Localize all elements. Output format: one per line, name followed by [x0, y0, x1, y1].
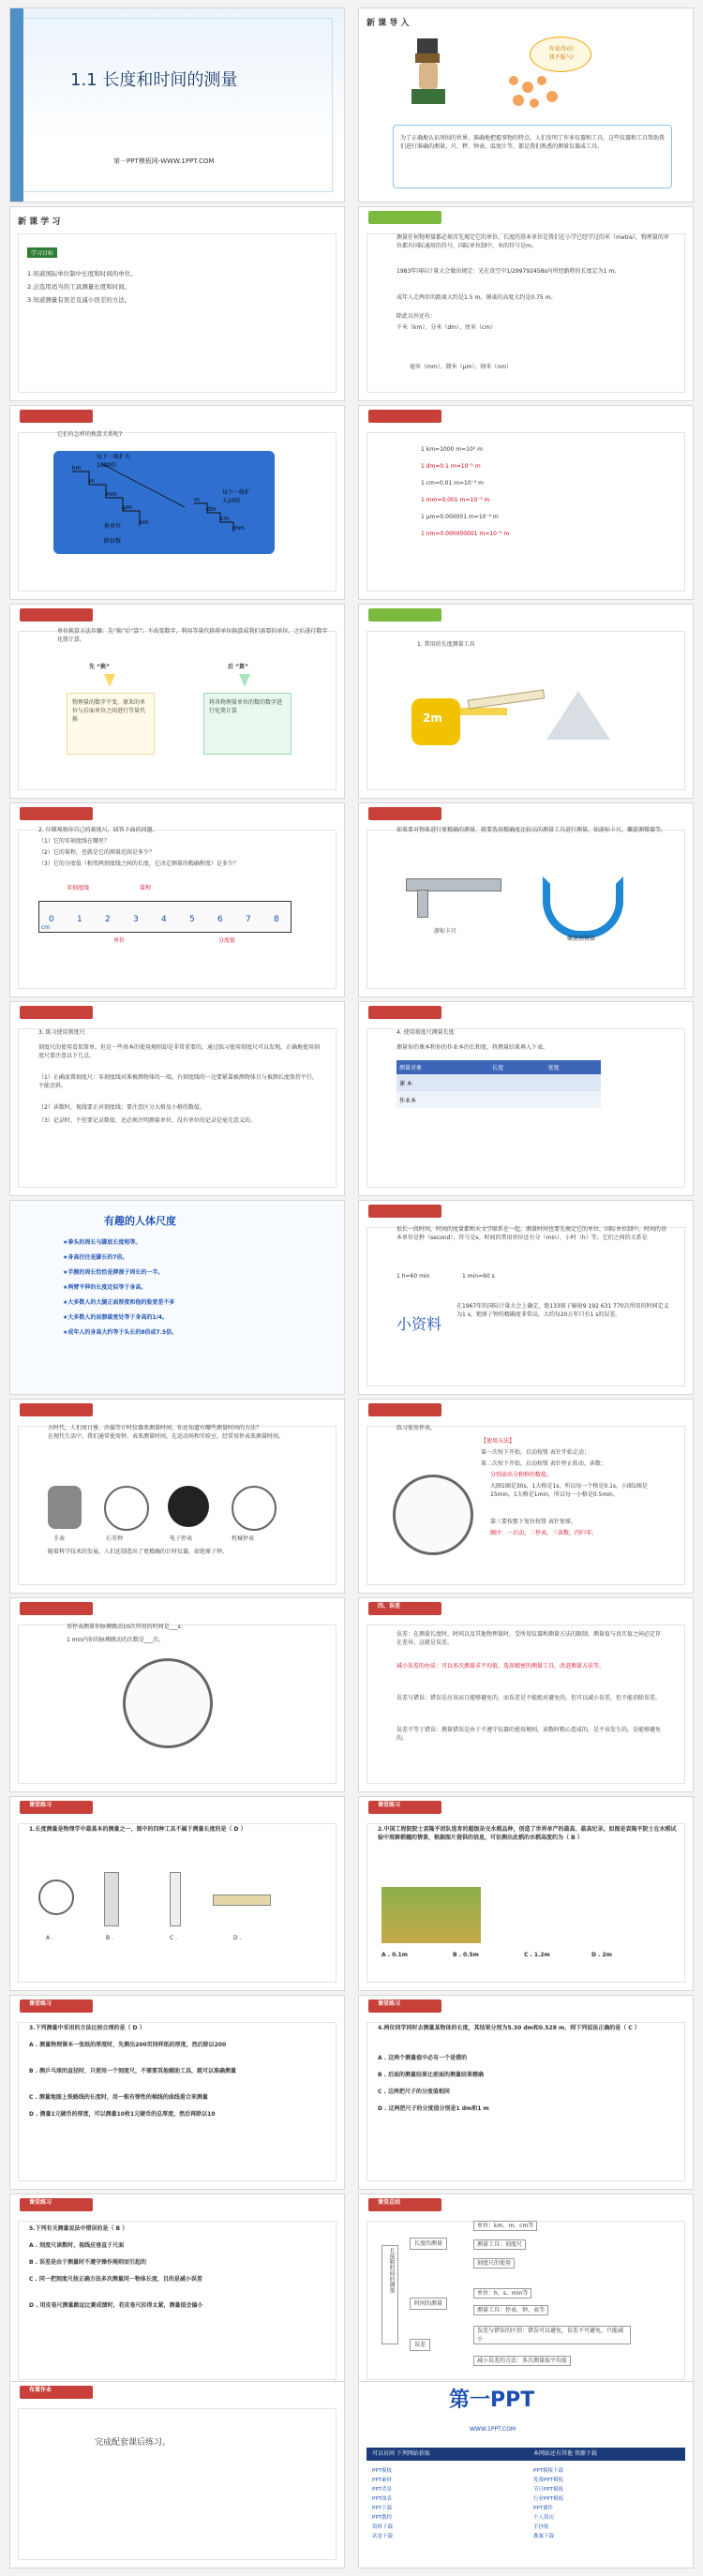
title-stripe	[10, 8, 23, 202]
conv-line-5: 1 μm=0.000001 m=10⁻⁶ m	[421, 514, 499, 520]
content-border	[366, 1028, 685, 1188]
slide-pulse-exercise	[9, 1597, 345, 1792]
slide-conversion-list	[358, 405, 694, 600]
exercise-header: 课堂练习	[378, 1802, 401, 1808]
left-arrow-icon	[104, 674, 115, 687]
section-pill	[368, 410, 441, 423]
conv-line-2: 1 dm=0.1 m=10⁻¹ m	[421, 463, 481, 470]
precise-text: 如果要对物体进行更精确的测量，就要选用精确度比较高的测量工具进行测量，如游标卡尺、螺旋测微器等。	[396, 827, 667, 833]
unit2-m: m	[194, 497, 200, 503]
slide-exercise-1	[9, 1796, 345, 1991]
exercise-header: 课堂练习	[29, 1802, 52, 1808]
label-range: 量程	[140, 885, 152, 891]
fun-item-2: ★身高往往是脚长的7倍。	[63, 1254, 128, 1261]
stopwatch-line-6: 顺序：一启动，二停表，三读数，四归零。	[490, 1530, 598, 1536]
slide-stopwatch-usage	[358, 1399, 694, 1594]
goal-3: 3.知道测量有误差及减小误差的方法。	[27, 296, 131, 304]
usage-head: 3. 练习使用刻度尺	[38, 1029, 85, 1036]
mechanical-stopwatch-icon	[232, 1486, 277, 1531]
table-row	[396, 1091, 601, 1108]
unit-km: km	[72, 465, 82, 472]
measure-table	[396, 1060, 601, 1108]
slide-summary	[358, 2194, 694, 2389]
error-text-4: 误差不等于错误：测量错误是由于不遵守仪器的使用规则，读数时粗心造成的，是不该发生的，是能够避免的。	[396, 1727, 662, 1742]
ad-left-link[interactable]: PPT教程	[372, 2515, 392, 2521]
ruler-tick-0: 0	[49, 915, 54, 924]
summary-leaf-4: 单位：h、s、min等	[473, 2288, 531, 2299]
ad-right-link[interactable]: 节日PPT模板	[533, 2487, 563, 2493]
section-pill	[20, 608, 93, 622]
usage-point-2: （2）读数时，视线要正对刻度线；要注意区分大格及小格的数值。	[38, 1104, 205, 1111]
summary-leaf-7: 减小误差的方法：多次测量取平均值	[473, 2356, 571, 2366]
option-a[interactable]: A .	[46, 1935, 53, 1941]
section-pill	[20, 807, 93, 820]
ruler-tick-6: 6	[217, 915, 223, 924]
ruler-unit: cm	[41, 924, 51, 931]
option-a[interactable]: A . 刻度尺读数时，视线应垂直于尺面	[29, 2242, 125, 2249]
unit-mm: mm	[106, 491, 117, 498]
conversion-label-1: 每下一级扩大 1000倍	[97, 454, 131, 469]
goal-2: 2.会选用适当的工具测量长度和时间。	[27, 283, 131, 291]
slide-intro	[358, 7, 694, 202]
ad-right-link[interactable]: PPT课件	[533, 2506, 553, 2511]
triangle-icon	[546, 691, 610, 740]
left-box-text: 物理量的数字不变，原来的单位与后面单位之间进行等量代换	[72, 699, 146, 723]
conversion-label-3: 换单位	[104, 523, 122, 530]
unit2-cm: cm	[220, 516, 230, 522]
option-a[interactable]: A . 这两个测量值中必有一个是错的	[378, 2055, 468, 2061]
bubble-text: 你说得对! 我不服气!	[548, 46, 575, 61]
option-d[interactable]: D . 这两把尺子的分度值分别是1 dm和1 m	[378, 2105, 489, 2112]
watch-icon	[48, 1486, 82, 1529]
section-pill	[368, 1205, 441, 1218]
slide-precise-tools	[358, 802, 694, 997]
usage-point-3: （3）记录时，不但要记录数值，还必须注明测量单位，没有单位的记录是毫无意义的。	[38, 1117, 256, 1124]
tool-a-icon	[38, 1880, 74, 1915]
stopwatch-line-3: 分别读出分和秒的数值。	[490, 1472, 553, 1478]
label-unit: 单位	[113, 937, 126, 944]
tools-caption: 1. 常用的长度测量工具	[417, 641, 475, 648]
section-pill	[20, 1602, 93, 1615]
tool-b-icon	[104, 1872, 119, 1926]
goals-tag	[27, 241, 57, 259]
tape-strip	[460, 708, 507, 715]
exercise-question: 1.长度测量是物理学中最基本的测量之一，图中的四种工具不属于测量长度的是（ D ）	[29, 1826, 247, 1833]
ad-bar-left: 可以访问 下列网站获取	[372, 2450, 430, 2457]
section-pill	[368, 608, 441, 622]
option-c[interactable]: C .	[170, 1935, 178, 1941]
section-pill	[368, 211, 441, 224]
table-cell-empty[interactable]	[489, 1074, 545, 1091]
summary-leaf-3: 刻度尺的使用	[473, 2258, 515, 2269]
conversion-label-2: 每下一级扩 大10倍	[222, 489, 251, 504]
conv-line-3: 1 cm=0.01 m=10⁻² m	[421, 480, 484, 487]
summary-branch-time: 时间的测量	[410, 2298, 447, 2310]
slide-exercise-3	[9, 1995, 345, 2190]
tool-c-icon	[170, 1872, 181, 1926]
slide-measure-table	[358, 1001, 694, 1196]
slide-ruler-questions	[9, 802, 345, 997]
ad-right-link[interactable]: PPT模板下载	[533, 2468, 563, 2474]
homework-text: 完成配套课后练习。	[95, 2438, 172, 2448]
slide-ad	[358, 2381, 694, 2569]
option-d[interactable]: D .	[233, 1935, 242, 1941]
right-head: 后 “算”	[228, 664, 248, 670]
stopwatch-sub: 【使用方法】	[481, 1438, 516, 1445]
person-illustration	[411, 38, 445, 104]
exercise-question: 5.下列有关测量说法中错误的是（ B ）	[29, 2225, 128, 2232]
unit2-mm: mm	[233, 525, 245, 532]
table-row	[396, 1074, 601, 1091]
error-text-3: 误差与错误：错误是应该而且能够避免的，而误差是不能绝对避免的，但可以减小误差，但不能消除误差。	[396, 1695, 662, 1701]
rice-field-photo	[381, 1887, 481, 1943]
ad-left-link[interactable]: PPT图表	[372, 2496, 392, 2502]
info-title: 小资料	[396, 1315, 442, 1333]
section-pill	[368, 807, 441, 820]
unit-m: m	[89, 478, 95, 485]
micrometer-caption: 螺旋测微器	[567, 936, 596, 942]
time-text: 很长一段时间，时间的度量都和天文学联系在一起。测量时间也要先规定它的单位，国际单位制中，时间的基本单位是秒（second），符号是s。时间的常用单位还有分（min）、小时（h）等。它们之间的关系是	[396, 1226, 667, 1241]
tool-d-icon	[213, 1895, 271, 1906]
ruler-tick-3: 3	[133, 915, 139, 924]
ad-left-link[interactable]: PPT下载	[372, 2506, 392, 2511]
method-text: 单位换算方法步骤：先“换”后“算”；不改变数字，利用等量代换将单位换算成我们需要的单位，之后进行数字化简计算。	[57, 628, 328, 643]
ruler-q-3: （3）它的分度值（相邻两刻度线之间的长度，它决定测量的精确程度）是多少？	[38, 861, 239, 867]
time-eq-2: 1 min=60 s	[462, 1273, 495, 1280]
ruler-tick-2: 2	[105, 915, 111, 924]
option-c[interactable]: C . 同一把刻度尺按正确方法多次测量同一物体长度，目的是减小误差	[29, 2276, 202, 2283]
summary-leaf-1: 单位：km、m、cm等	[473, 2221, 537, 2231]
table-cell-empty[interactable]	[489, 1091, 545, 1108]
fun-item-1: ★拳头的周长与脚底长度相等。	[63, 1239, 142, 1246]
stopwatch-line-5: 第三要按那下复位按钮 表针复原。	[490, 1519, 576, 1525]
label-div: 分度值	[218, 937, 236, 944]
stopwatch-line-1: 第一次按下开始，启动按钮 表针开始走动；	[481, 1449, 590, 1456]
conv-line-1: 1 km=1000 m=10³ m	[421, 446, 483, 453]
option-a[interactable]: A . 测量物理课本一张纸的厚度时，先测出200页同样纸的厚度，然后除以200	[29, 2042, 227, 2048]
error-text-1: 误差：在测量长度时，时间以及其他物理量时，受所用仪器和测量方法的限制，测量值与真实值之间必定存在差异，这就是误差。	[396, 1631, 662, 1646]
stopwatch-line-2: 第二次按下开始，启动按钮 表针停止转动，读数；	[481, 1460, 606, 1467]
ad-left-link[interactable]: PPT背景	[372, 2487, 392, 2493]
ad-right-link[interactable]: 手抄报	[533, 2524, 549, 2530]
section-pill	[20, 1403, 93, 1416]
fun-item-4: ★两臂平伸的长度近似等于身高。	[63, 1284, 147, 1291]
table-cell: 作业本	[399, 1097, 417, 1104]
fun-bg	[10, 1201, 344, 1394]
pulse-line-2: 1 min内你的脉搏跳动的次数是___次。	[67, 1637, 165, 1643]
content-border	[366, 432, 685, 592]
cap-watch: 手表	[53, 1535, 66, 1542]
unit-text-1: 测量任何物理量都必须首先规定它的单位。长度的基本单位是我们在小学已经学过的米（metre），物理量的单位都有国际通用的符号，国际单位制中，米的符号是m。	[396, 234, 669, 249]
slide-subtitle: 第一PPT模板网-WWW.1PPT.COM	[113, 157, 215, 165]
option-d[interactable]: D . 用皮卷尺测量跳远比赛成绩时，若皮卷尺拉得太紧，测量值会偏小	[29, 2302, 203, 2309]
quartz-clock-icon	[104, 1486, 149, 1531]
option-c[interactable]: C . 测量地图上铁路线的长度时，用一根有弹性的棉线的曲线重合来测量	[29, 2094, 208, 2101]
content-border	[366, 1625, 685, 1784]
table-header-cell: 测量对象	[399, 1065, 423, 1071]
title-frame	[22, 18, 333, 192]
option-b[interactable]: B . 0.5m	[453, 1952, 479, 1958]
fun-item-7: ★成年人的身高大约等于头长的8倍或7.5倍。	[63, 1329, 178, 1336]
exercise-question: 3.下列测量中采用的方法比较合理的是（ D ）	[29, 2025, 145, 2031]
ad-left-link[interactable]: 资料下载	[372, 2524, 394, 2530]
option-c[interactable]: C . 1.2m	[524, 1952, 550, 1958]
table-header-cell: 长度	[492, 1065, 504, 1071]
option-c[interactable]: C . 这两把尺子的分度值相同	[378, 2089, 450, 2095]
unit-um: μm	[123, 504, 132, 511]
slide-ruler-usage	[9, 1001, 345, 1196]
option-b[interactable]: B . 误差是由于测量时不遵守操作规则而引起的	[29, 2259, 147, 2266]
ad-links-left	[372, 2466, 513, 2541]
conv-line-4: 1 mm=0.001 m=10⁻³ m	[421, 497, 490, 503]
ad-right-link[interactable]: 免费PPT模板	[533, 2478, 563, 2483]
exercise-header: 课堂练习	[29, 2199, 52, 2206]
ad-right-link[interactable]: 个人简历	[533, 2515, 555, 2521]
summary-root: 长度和时间的测量	[381, 2245, 398, 2344]
label-zero: 零刻度线	[67, 885, 90, 891]
section-pill	[20, 1006, 93, 1019]
ruler-q-2: （2）它的量程，也就是它的测量范围是多少？	[38, 849, 155, 856]
time-tools-text: 古时代，人们用日晷、沙漏等计时仪器来测量时间，你还知道有哪些测量时间的方法？ 在现代生活中，我们通常使用钟、表来测量时间，在运动场和实验室，经常用停表来测量时间。	[48, 1425, 285, 1440]
fun-item-3: ★手腕的周长恰恰是脖颈子周长的一半。	[63, 1269, 164, 1276]
ad-left-link[interactable]: 试卷下载	[372, 2534, 394, 2539]
slide-error	[358, 1597, 694, 1792]
digital-stopwatch-icon	[168, 1486, 209, 1527]
ad-right-link[interactable]: 行业PPT模板	[533, 2496, 563, 2502]
caliper-jaw	[417, 890, 428, 918]
brand-url[interactable]: WWW.1PPT.COM	[470, 2426, 516, 2433]
usage-point-1: （1）正确放置刻度尺：零刻度线对准被测物体的一端，有刻度线的一边要紧靠被测物体且与被测长度保持平行，不能歪斜。	[38, 1074, 318, 1089]
conversion-label-4: 除倍数	[104, 538, 122, 545]
conv-line-6: 1 nm=0.000000001 m=10⁻⁹ m	[421, 531, 510, 537]
info-text: 在1967年的国际计量大会上确定，铯133原子辐射9 192 631 770次所用的时间定义为1 s，铯原子钟的精确度非常高，大约每20万年只有1 s的误差。	[456, 1303, 669, 1318]
slide-length-unit	[358, 206, 694, 401]
pulse-stopwatch-icon	[123, 1658, 213, 1748]
summary-leaf-6: 误差与错误的区别：错误可以避免，误差不可避免，只能减小	[473, 2326, 631, 2344]
slide-time-tools	[9, 1399, 345, 1594]
content-border	[18, 2408, 337, 2560]
time-eq-1: 1 h=60 min	[396, 1273, 430, 1280]
title-slide	[9, 7, 345, 202]
measure-text: 测量你的课本和你的作业本的长和宽，将测量结果填入下表。	[396, 1044, 549, 1051]
ruler-q: 2. 仔细观察你自己的刻度尺，回答下面的问题。	[38, 827, 158, 833]
right-box-text: 将各物理量单位的数的数字进行化简计算	[209, 699, 283, 714]
cap-mechanical: 机械停表	[232, 1535, 255, 1542]
unit-nm: nm	[140, 519, 149, 526]
table-cell: 课 本	[399, 1080, 412, 1087]
slide-body-scale	[9, 1200, 345, 1395]
stopwatch-line-4: 大圈1圈是30s，1大格是1s，所以每一个格是0.1s。小圈1圈是15min，1大格是1min，所以每一小格是0.5min。	[490, 1483, 648, 1498]
fun-item-5: ★大多数人的大腿正面厚度和他的脸宽差不多	[63, 1299, 175, 1306]
content-border	[366, 2022, 685, 2181]
table-cell-empty[interactable]	[546, 1091, 601, 1108]
unit-text-2: 1983年国际计量大会做出规定：光在真空中1/299792458s内所经路程的长度定为1 m。	[396, 268, 621, 275]
section-pill	[20, 410, 93, 423]
option-b[interactable]: B . 后面的测量结果比前面的测量结果精确	[378, 2072, 485, 2078]
ad-bar-right: 本网站还有其他 资源下载	[533, 2450, 597, 2457]
content-border	[18, 233, 337, 393]
time-tools-foot: 随着科学技术的发展，人们还制造出了更精确的计时仪器，如铯原子钟。	[48, 1549, 229, 1555]
slide-goals	[9, 206, 345, 401]
intro-text: 为了正确地认识周围的世界，准确地把握事物的特点，人们发明了许多仪器和工具，这些仪器和工具帮助我们进行准确的测量。尺、秤、钟表、温度计等，都是我们熟悉的测量仪器或工具。	[400, 135, 666, 150]
usage-text: 刻度尺的使用看似简单，但是一些基本的使用规则却是非常重要的，通过练习使用刻度尺可以发现，正确地使用刻度尺要注意以下几点。	[38, 1044, 321, 1059]
ruler-tick-4: 4	[161, 915, 167, 924]
slide-header: 新 课 学 习	[18, 217, 61, 227]
table-cell-empty[interactable]	[546, 1074, 601, 1091]
unit2-dm: dm	[207, 506, 217, 513]
goals-tag-label: 学习目标	[27, 247, 57, 258]
exercise-question: 2.中国工程院院士袁隆平团队选育的超级杂交水稻品种，创造了世界单产的最高、最高纪录。如图是袁隆平院士在水稻试验中观察稻穗的情景，根据图片提供的信息，可估测出此稻的水稻高度约为（ B ）	[378, 1826, 677, 1841]
option-d[interactable]: D . 测量1元硬币的厚度，可以测量10枚1元硬币的总厚度，然后再除以10	[29, 2111, 216, 2118]
ruler-q-1: （1）它的零刻度线在哪里？	[38, 838, 110, 845]
option-b[interactable]: B .	[106, 1935, 113, 1941]
unit-text-3: 成年人走两步的距离大约是1.5 m，课桌的高度大约是0.75 m。	[396, 294, 557, 301]
error-text-2: 减小误差的办法：可以多次测量求平均值，选用精密的测量工具，改进测量方法等。	[396, 1663, 606, 1670]
summary-branch-length: 长度的测量	[410, 2238, 447, 2250]
right-arrow-icon	[239, 674, 250, 687]
unit-list-1: 千米（km）、分米（dm）、厘米（cm）	[396, 324, 497, 331]
slide-length-tools	[358, 604, 694, 799]
exercise-header: 课堂练习	[29, 2000, 52, 2007]
ad-left-link[interactable]: PPT模板	[372, 2468, 392, 2474]
stopwatch-head: 练习使用停表。	[396, 1425, 437, 1431]
cap-quartz: 石英钟	[106, 1535, 124, 1542]
unit-text-4: 除此以外还有：	[396, 313, 437, 320]
slide-exercise-4	[358, 1995, 694, 2190]
ruler-tick-5: 5	[189, 915, 195, 924]
summary-leaf-2: 测量工具：刻度尺	[473, 2239, 526, 2250]
unit-list-2: 毫米（mm）、微米（μm）、纳米（nm）	[410, 364, 512, 370]
conversion-question: 它们有怎样的换算关系呢?	[57, 431, 123, 438]
exercise-question: 4.两位同学同时去测量某物体的长度，其结果分别为5.30 dm和0.528 m，则下列说法正确的是（ C ）	[378, 2025, 640, 2031]
summary-branch-error: 误差	[410, 2339, 430, 2351]
summary-header: 课堂总结	[378, 2199, 401, 2206]
ruler-tick-1: 1	[77, 915, 82, 924]
option-d[interactable]: D . 2m	[591, 1952, 612, 1958]
slide-time-unit	[358, 1200, 694, 1395]
error-head: 四、误差	[378, 1603, 401, 1610]
stopwatch-icon	[393, 1475, 473, 1555]
table-header-cell: 宽度	[547, 1065, 560, 1071]
ruler-tick-8: 8	[274, 915, 279, 924]
summary-leaf-5: 测量工具：停表、钟、表等	[473, 2305, 548, 2315]
goal-1: 1.知道国际单位制中长度和时间的单位。	[27, 270, 137, 277]
ruler-tick-7: 7	[246, 915, 251, 924]
fun-item-6: ★大多数人的肩膀最宽处等于身高的1/4。	[63, 1314, 168, 1321]
slide-header: 新 课 导 入	[366, 19, 410, 28]
fun-title: 有趣的人体尺度	[104, 1215, 176, 1227]
measure-head: 4. 使用刻度尺测量长度	[396, 1029, 455, 1036]
exercise-header: 课堂练习	[378, 2000, 401, 2007]
ad-left-link[interactable]: PPT素材	[372, 2478, 392, 2483]
ad-right-link[interactable]: 教案下载	[533, 2534, 555, 2539]
pulse-line-1: 用停表测量你脉搏跳动10次所用的时间是___s；	[67, 1624, 187, 1630]
slide-conversion-method	[9, 604, 345, 799]
content-border	[366, 830, 685, 989]
table-header-row	[396, 1060, 601, 1074]
slide-exercise-5	[9, 2194, 345, 2389]
ruler-drawing	[38, 901, 292, 933]
slide-homework	[9, 2381, 345, 2569]
dots-cluster	[509, 76, 565, 113]
brand-logo: 第一PPT	[449, 2389, 535, 2412]
ad-links-right	[533, 2466, 674, 2541]
section-pill	[368, 1006, 441, 1019]
option-b[interactable]: B . 测乒乓球的直径时，只使用一个刻度尺，不需要其他辅助工具，就可以准确测量	[29, 2068, 237, 2074]
slide-title: 1.1 长度和时间的测量	[70, 70, 238, 90]
section-pill	[368, 1403, 441, 1416]
option-a[interactable]: A . 0.1m	[381, 1952, 408, 1958]
left-head: 先 “换”	[89, 664, 110, 670]
cap-digital: 电子停表	[170, 1535, 193, 1542]
homework-header: 布置作业	[29, 2387, 52, 2393]
caliper-caption: 游标卡尺	[434, 928, 457, 935]
slide-conversion-diagram	[9, 405, 345, 600]
slide-exercise-2	[358, 1796, 694, 1991]
tape-label: 2m	[423, 711, 442, 725]
